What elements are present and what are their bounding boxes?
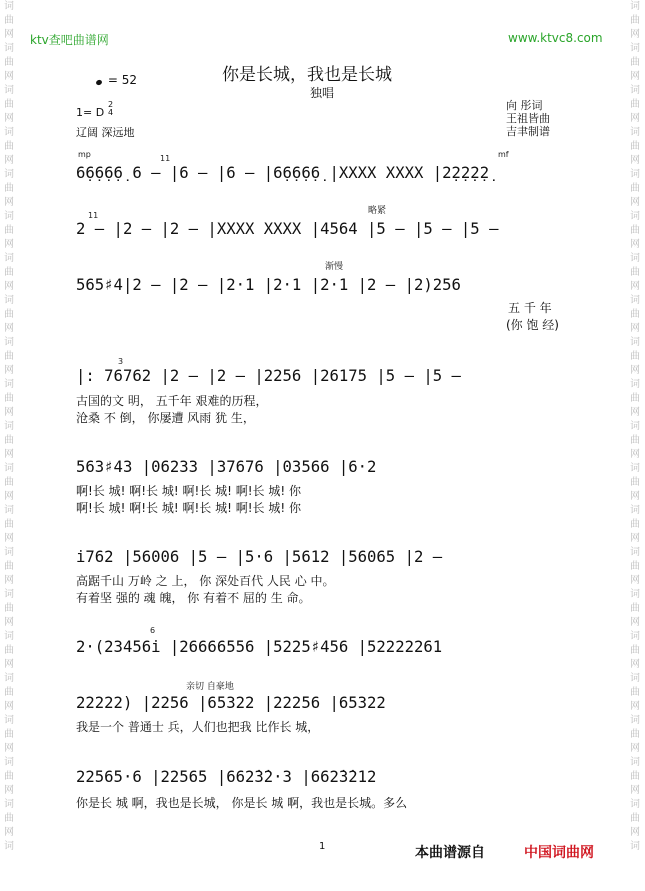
watermark-char: 网 <box>4 323 14 334</box>
watermark-char: 词 <box>4 169 14 180</box>
page-number: 1 <box>319 841 326 852</box>
watermark-char: 曲 <box>4 309 14 320</box>
lyric-line-9: 你是长 城 啊，我也是长城， 你是长 城 啊，我也是长城。多么 <box>76 796 408 810</box>
watermark-char: 网 <box>4 785 14 796</box>
watermark-char: 曲 <box>630 141 640 152</box>
watermark-char: 词 <box>630 841 640 852</box>
watermark-char: 词 <box>4 253 14 264</box>
watermark-char: 曲 <box>4 729 14 740</box>
watermark-char: 词 <box>4 673 14 684</box>
tempo-change-fast: 略紧 <box>368 206 387 216</box>
watermark-char: 曲 <box>4 561 14 572</box>
watermark-char: 网 <box>4 71 14 82</box>
watermark-char: 词 <box>4 127 14 138</box>
watermark-char: 曲 <box>4 645 14 656</box>
watermark-char: 曲 <box>4 225 14 236</box>
watermark-char: 网 <box>630 827 640 838</box>
watermark-char: 词 <box>630 421 640 432</box>
watermark-char: 网 <box>630 617 640 628</box>
watermark-char: 曲 <box>630 645 640 656</box>
watermark-char: 曲 <box>630 267 640 278</box>
source-label: 本曲谱源自 <box>415 845 485 861</box>
time-signature <box>108 101 113 117</box>
watermark-char: 网 <box>630 197 640 208</box>
source-site-right[interactable]: www.ktvc8.com <box>508 31 603 45</box>
watermark-char: 词 <box>630 589 640 600</box>
watermark-char: 网 <box>4 113 14 124</box>
watermark-char: 网 <box>4 659 14 670</box>
watermark-char: 词 <box>630 85 640 96</box>
watermark-char: 词 <box>630 631 640 642</box>
watermark-char: 词 <box>4 757 14 768</box>
watermark-char: 网 <box>4 239 14 250</box>
watermark-char: 网 <box>630 491 640 502</box>
watermark-char: 词 <box>630 715 640 726</box>
watermark-right <box>628 0 642 854</box>
watermark-char: 词 <box>4 547 14 558</box>
watermark-char: 词 <box>4 799 14 810</box>
watermark-char: 曲 <box>4 57 14 68</box>
watermark-char: 网 <box>4 449 14 460</box>
staff-line-7: 2·(23456i |26666556 |5225♯456 |52222261 <box>76 638 443 656</box>
watermark-char: 词 <box>630 1 640 12</box>
time-signature-top: 2 <box>108 100 114 109</box>
lyric-line-5b: 啊!长 城! 啊!长 城! 啊!长 城! 啊!长 城! 你 <box>76 501 302 515</box>
watermark-char: 曲 <box>630 309 640 320</box>
watermark-char: 词 <box>630 463 640 474</box>
watermark-char: 曲 <box>4 435 14 446</box>
watermark-char: 网 <box>630 659 640 670</box>
watermark-char: 曲 <box>630 351 640 362</box>
watermark-char: 词 <box>4 715 14 726</box>
watermark-char: 曲 <box>630 561 640 572</box>
watermark-char: 词 <box>630 337 640 348</box>
grace-mark: 11 <box>160 154 171 163</box>
watermark-char: 网 <box>4 407 14 418</box>
watermark-char: 曲 <box>630 393 640 404</box>
watermark-char: 网 <box>630 575 640 586</box>
watermark-char: 网 <box>4 155 14 166</box>
watermark-char: 曲 <box>630 771 640 782</box>
watermark-char: 词 <box>4 421 14 432</box>
watermark-char: 网 <box>4 701 14 712</box>
watermark-char: 曲 <box>630 99 640 110</box>
watermark-char: 曲 <box>630 729 640 740</box>
watermark-char: 词 <box>4 211 14 222</box>
watermark-char: 词 <box>630 673 640 684</box>
staff-line-9: 22565·6 |22565 |662̇3̇2·3 |662̇3̇212 <box>76 768 377 786</box>
dynamic-mp: mp <box>78 150 91 159</box>
watermark-char: 网 <box>630 113 640 124</box>
watermark-char: 网 <box>4 575 14 586</box>
watermark-char: 词 <box>630 547 640 558</box>
tempo-value: = 52 <box>107 73 137 87</box>
watermark-char: 曲 <box>4 183 14 194</box>
watermark-char: 网 <box>630 785 640 796</box>
watermark-char: 网 <box>630 323 640 334</box>
watermark-char: 词 <box>4 295 14 306</box>
watermark-char: 网 <box>4 197 14 208</box>
watermark-char: 词 <box>4 505 14 516</box>
song-title: 你是长城，我也是长城 <box>222 65 392 85</box>
watermark-char: 曲 <box>4 267 14 278</box>
watermark-char: 网 <box>630 29 640 40</box>
watermark-char: 曲 <box>630 15 640 26</box>
watermark-char: 网 <box>630 533 640 544</box>
staff-line-2: 2 – |2 – |2 – |XXXX XXXX |4564 |5 – |5 – |5 – <box>76 220 499 238</box>
watermark-char: 网 <box>4 743 14 754</box>
watermark-char: 曲 <box>4 687 14 698</box>
lyric-line-4a: 古国的文 明， 五千年 艰难的历程， <box>76 394 268 408</box>
watermark-char: 词 <box>630 379 640 390</box>
watermark-char: 网 <box>630 701 640 712</box>
tempo-change-slow: 渐慢 <box>325 262 344 272</box>
watermark-char: 曲 <box>630 603 640 614</box>
grace-mark-2: 11 <box>88 211 99 220</box>
tempo-marking <box>96 73 137 87</box>
key-signature: 1= D <box>76 106 105 119</box>
watermark-char: 词 <box>4 589 14 600</box>
watermark-char: 网 <box>630 365 640 376</box>
watermark-char: 网 <box>4 827 14 838</box>
sextuplet-mark: 6 <box>150 626 156 635</box>
watermark-char: 曲 <box>4 771 14 782</box>
quarter-note-icon <box>95 79 102 86</box>
watermark-char: 词 <box>4 841 14 852</box>
watermark-char: 词 <box>4 1 14 12</box>
watermark-char: 词 <box>4 379 14 390</box>
watermark-char: 词 <box>630 757 640 768</box>
dynamic-mf: mf <box>498 150 509 159</box>
watermark-char: 词 <box>630 169 640 180</box>
watermark-char: 词 <box>4 43 14 54</box>
staff-line-1: 6̣6̣6̣6̣6̣ 6 – |6 – |6 – |6̣6̣6̣6̣6̣ |XXXX XXXX |2̣2̣2̣2̣2̣ <box>76 164 490 182</box>
watermark-char: 词 <box>630 43 640 54</box>
lyric-line-6a: 高踞千山 万岭 之 上， 你 深处百代 人民 心 中。 <box>76 574 335 588</box>
watermark-char: 词 <box>630 295 640 306</box>
watermark-char: 曲 <box>630 519 640 530</box>
watermark-char: 曲 <box>4 15 14 26</box>
watermark-char: 词 <box>630 505 640 516</box>
watermark-char: 曲 <box>630 813 640 824</box>
watermark-char: 曲 <box>4 351 14 362</box>
watermark-char: 曲 <box>4 603 14 614</box>
watermark-char: 词 <box>4 463 14 474</box>
watermark-char: 曲 <box>630 57 640 68</box>
watermark-char: 曲 <box>630 225 640 236</box>
watermark-char: 网 <box>4 29 14 40</box>
watermark-char: 网 <box>4 533 14 544</box>
watermark-char: 曲 <box>630 183 640 194</box>
watermark-char: 曲 <box>4 99 14 110</box>
staff-line-8: 22222) |2256 |65322 |22256 |65322 <box>76 694 386 712</box>
watermark-char: 网 <box>630 743 640 754</box>
lyric-line-4b: 沧桑 不 倒， 你屡遭 风雨 犹 生， <box>76 411 255 425</box>
watermark-char: 曲 <box>630 687 640 698</box>
watermark-char: 网 <box>630 155 640 166</box>
lyric-line-8: 我是一个 普通士 兵，人们也把我 比作长 城， <box>76 720 320 734</box>
watermark-char: 曲 <box>4 393 14 404</box>
watermark-char: 词 <box>4 337 14 348</box>
watermark-char: 网 <box>630 71 640 82</box>
watermark-char: 网 <box>630 407 640 418</box>
watermark-char: 曲 <box>4 519 14 530</box>
watermark-char: 网 <box>630 239 640 250</box>
watermark-char: 网 <box>4 491 14 502</box>
watermark-char: 曲 <box>4 477 14 488</box>
lyric-line-6b: 有着坚 强的 魂 魄， 你 有着不 屈的 生 命。 <box>76 591 311 605</box>
triplet-mark-4: 3 <box>118 357 124 366</box>
watermark-char: 词 <box>630 253 640 264</box>
song-subtitle: 独唱 <box>310 86 335 100</box>
lyricist: 向 彤词 <box>506 99 543 112</box>
watermark-char: 曲 <box>630 435 640 446</box>
watermark-char: 曲 <box>4 813 14 824</box>
expression-warm: 亲切 自豪地 <box>186 682 234 692</box>
composer: 王祖皆曲 <box>506 112 550 125</box>
staff-line-6: i762 |56006 |5 – |5·6 |5612 |56065 |2 – <box>76 548 443 566</box>
expression-mark: 辽阔 深远地 <box>76 126 135 139</box>
watermark-char: 曲 <box>630 477 640 488</box>
watermark-char: 网 <box>630 449 640 460</box>
lyric-line-3a: 五 千 年 <box>508 301 552 315</box>
watermark-char: 词 <box>630 211 640 222</box>
lyric-line-5a: 啊!长 城! 啊!长 城! 啊!长 城! 啊!长 城! 你 <box>76 484 302 498</box>
staff-line-4: |: 76762 |2 – |2 – |2256 |26175 |5 – |5 – <box>76 367 461 385</box>
staff-line-5: 563♯43 |06233 |37676 |03566 |6·2 <box>76 458 377 476</box>
watermark-char: 网 <box>4 617 14 628</box>
arranger: 吉聿制谱 <box>506 125 550 138</box>
lyric-line-3b: (你 饱 经) <box>506 318 559 332</box>
watermark-char: 词 <box>630 127 640 138</box>
watermark-char: 词 <box>630 799 640 810</box>
watermark-left <box>2 0 16 854</box>
watermark-char: 词 <box>4 85 14 96</box>
watermark-char: 曲 <box>4 141 14 152</box>
time-signature-bottom: 4 <box>108 108 114 117</box>
watermark-char: 词 <box>4 631 14 642</box>
watermark-char: 网 <box>4 365 14 376</box>
watermark-char: 网 <box>630 281 640 292</box>
source-site-left[interactable]: ktv查吧曲谱网 <box>30 33 109 47</box>
staff-line-3: 565♯4|2 – |2 – |2·1 |2·1 |2·1 |2 – |2)256 <box>76 276 461 294</box>
source-site-bottom[interactable]: 中国词曲网 <box>524 845 594 861</box>
watermark-char: 网 <box>4 281 14 292</box>
credits <box>506 99 550 138</box>
